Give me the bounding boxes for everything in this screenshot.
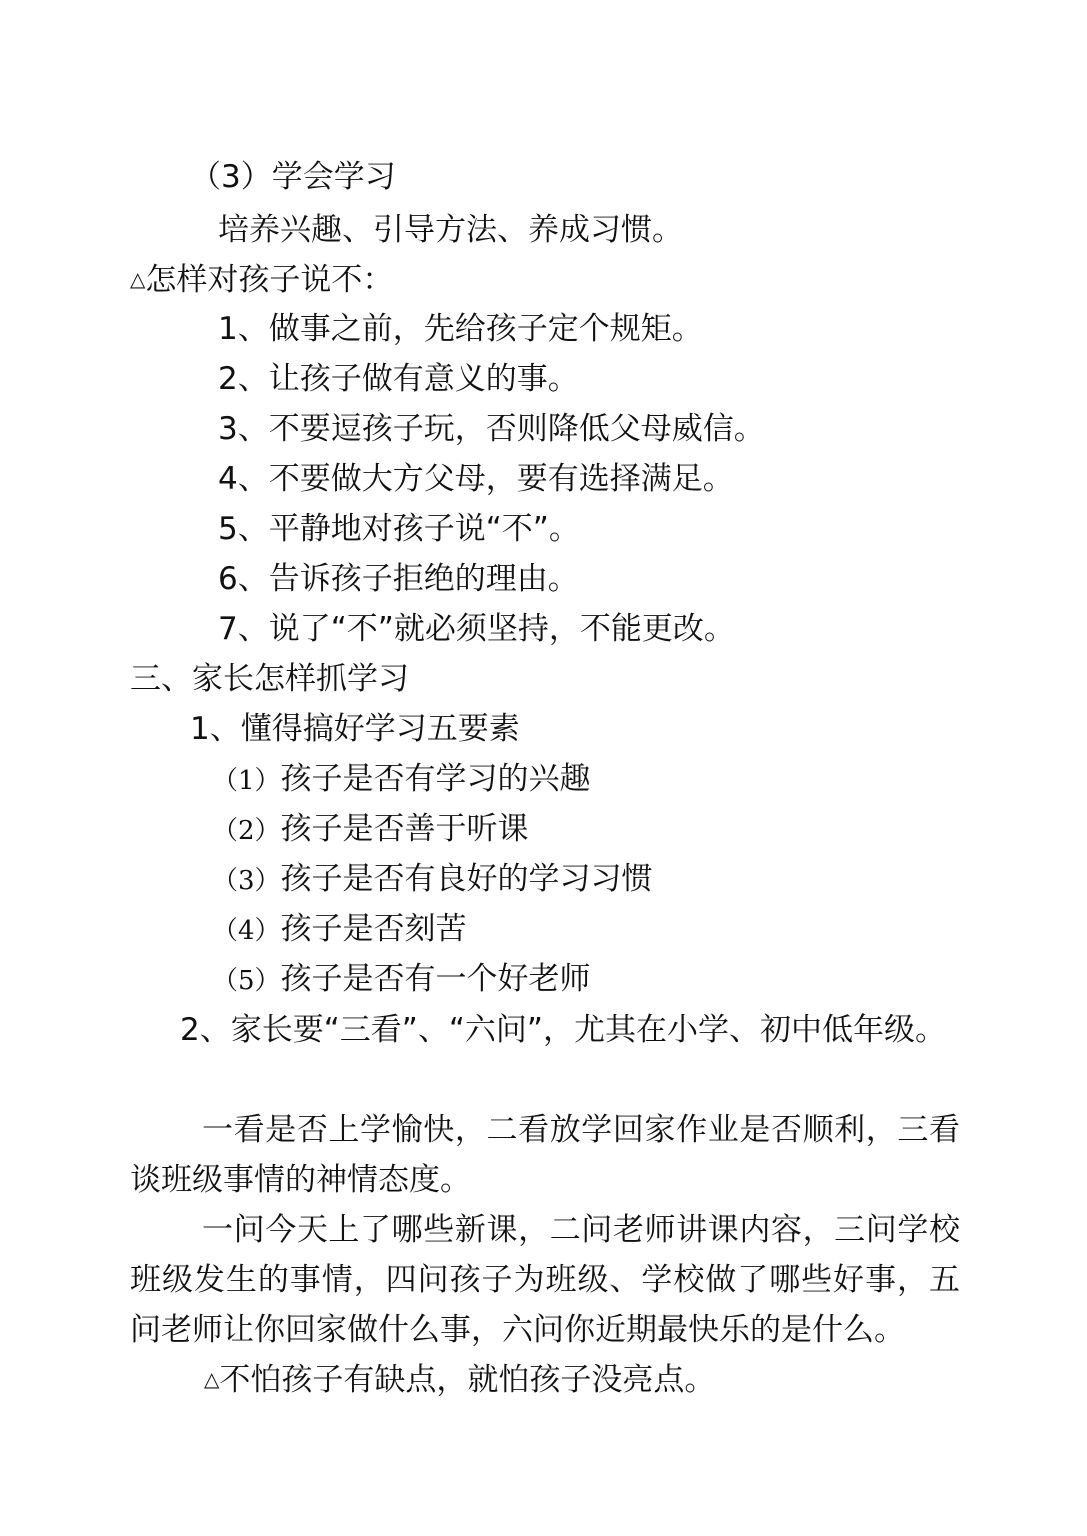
three-looks-paragraph: 一看是否上学愉快，二看放学回家作业是否顺利，三看谈班级事情的神情态度。 — [130, 1112, 960, 1198]
five-element-item — [212, 859, 653, 901]
five-element-item — [212, 959, 591, 1001]
six-asks-paragraph: 一问今天上了哪些新课，二问老师讲课内容，三问学校班级发生的事情，四问孩子为班级、学校做了哪些好事，五问老师让你回家做什么事，六问你近期最快乐的是什么。 — [130, 1212, 960, 1348]
point-1-heading: 1、懂得搞好学习五要素 — [190, 711, 520, 747]
five-element-number: （5） — [212, 966, 281, 996]
say-no-item: 7、说了“不”就必须坚持，不能更改。 — [218, 611, 735, 647]
five-element-number: （4） — [212, 916, 281, 946]
say-no-heading — [130, 259, 393, 300]
part-three-heading: 三、家长怎样抓学习 — [130, 661, 409, 697]
say-no-heading-text: 怎样对孩子说不： — [145, 262, 394, 298]
five-element-item — [212, 759, 591, 801]
say-no-item: 1、做事之前，先给孩子定个规矩。 — [218, 311, 703, 347]
triangle-marker-icon: △ — [204, 1367, 220, 1391]
five-element-number: （1） — [212, 766, 281, 796]
section-3-body: 培养兴趣、引导方法、养成习惯。 — [218, 212, 683, 248]
say-no-item: 6、告诉孩子拒绝的理由。 — [218, 561, 579, 597]
say-no-item: 3、不要逗孩子玩，否则降低父母威信。 — [218, 411, 765, 447]
five-element-item — [212, 809, 529, 851]
five-element-text: 孩子是否善于听课 — [280, 811, 529, 847]
five-element-text: 孩子是否刻苦 — [280, 911, 467, 947]
five-element-number: （2） — [212, 816, 281, 846]
triangle-marker-icon: △ — [130, 267, 146, 291]
five-element-number: （3） — [212, 866, 281, 896]
five-element-item — [212, 909, 467, 951]
point-2-paragraph: 2、家长要“三看”、“六问”，尤其在小学、初中低年级。 — [180, 1012, 946, 1048]
say-no-item: 2、让孩子做有意义的事。 — [218, 361, 579, 397]
five-element-text: 孩子是否有良好的学习习惯 — [280, 861, 653, 897]
five-element-text: 孩子是否有一个好老师 — [280, 961, 591, 997]
say-no-item: 4、不要做大方父母，要有选择满足。 — [218, 461, 734, 497]
section-3-heading: （3）学会学习 — [190, 159, 396, 195]
five-element-text: 孩子是否有学习的兴趣 — [280, 761, 591, 797]
closing-line — [204, 1359, 715, 1400]
say-no-item: 5、平静地对孩子说“不”。 — [218, 511, 580, 547]
closing-text: 不怕孩子有缺点，就怕孩子没亮点。 — [219, 1362, 716, 1398]
